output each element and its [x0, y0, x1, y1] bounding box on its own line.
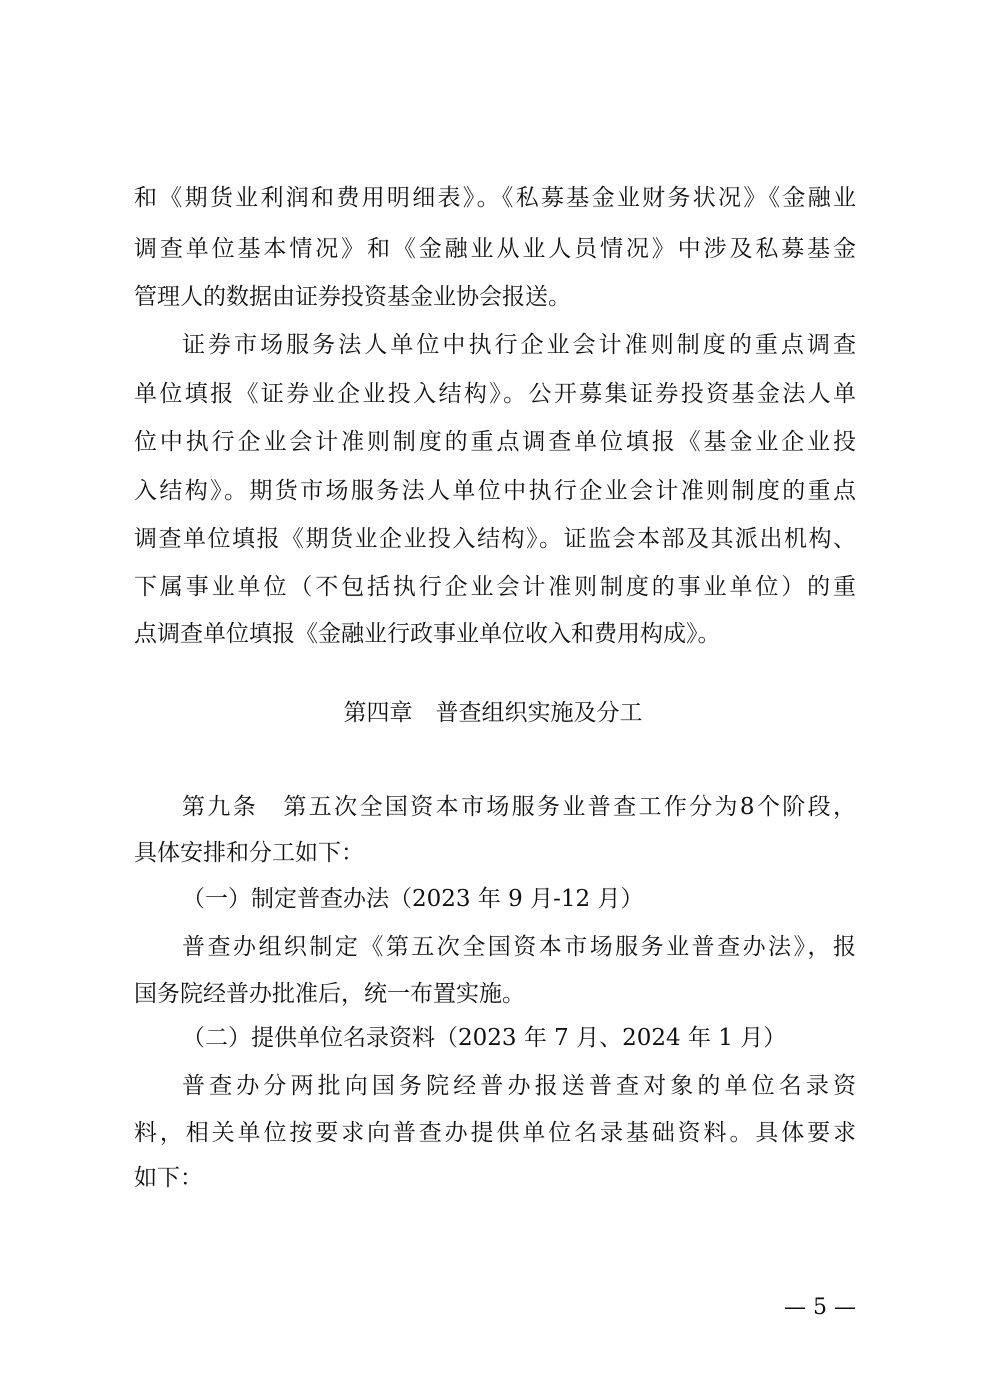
body-text-line: 调查单位基本情况》和《金融业从业人员情况》中涉及私募基金	[134, 236, 856, 262]
body-text-line: 入结构》。期货市场服务法人单位中执行企业会计准则制度的重点	[134, 478, 856, 504]
section-title: （一）制定普查办法（2023 年 9 月-12 月）	[182, 886, 644, 912]
body-text-line: 管理人的数据由证券投资基金业协会报送。	[134, 284, 571, 310]
body-text-line: 和《期货业利润和费用明细表》。《私募基金业财务状况》《金融业	[134, 185, 856, 211]
body-text-line: 点调查单位填报《金融业行政事业单位收入和费用构成》。	[134, 621, 721, 647]
body-text-line: 国务院经普办批准后，统一布置实施。	[134, 981, 525, 1007]
body-text-line: 料，相关单位按要求向普查办提供单位名录基础资料。具体要求	[134, 1120, 856, 1146]
body-text-line: 下属事业单位（不包括执行企业会计准则制度的事业单位）的重	[134, 574, 856, 600]
page-number: — 5 —	[784, 1295, 856, 1320]
body-text-line: 普查办组织制定《第五次全国资本市场服务业普查办法》，报	[182, 934, 856, 960]
body-text-line: 证券市场服务法人单位中执行企业会计准则制度的重点调查	[182, 332, 856, 358]
body-text-line: 如下：	[134, 1165, 203, 1191]
body-text-line: 位中执行企业会计准则制度的重点调查单位填报《基金业企业投	[134, 429, 856, 455]
body-text-line: 单位填报《证券业企业投入结构》。公开募集证券投资基金法人单	[134, 381, 856, 407]
article-text-line: 具体安排和分工如下：	[134, 840, 364, 866]
body-text-line: 调查单位填报《期货业企业投入结构》。证监会本部及其派出机构、	[134, 526, 856, 552]
section-title: （二）提供单位名录资料（2023 年 7 月、2024 年 1 月）	[182, 1025, 787, 1051]
article-text-line: 第九条 第五次全国资本市场服务业普查工作分为8个阶段，	[182, 794, 856, 820]
body-text-line: 普查办分两批向国务院经普办报送普查对象的单位名录资	[182, 1073, 856, 1099]
chapter-heading: 第四章 普查组织实施及分工	[343, 700, 643, 726]
